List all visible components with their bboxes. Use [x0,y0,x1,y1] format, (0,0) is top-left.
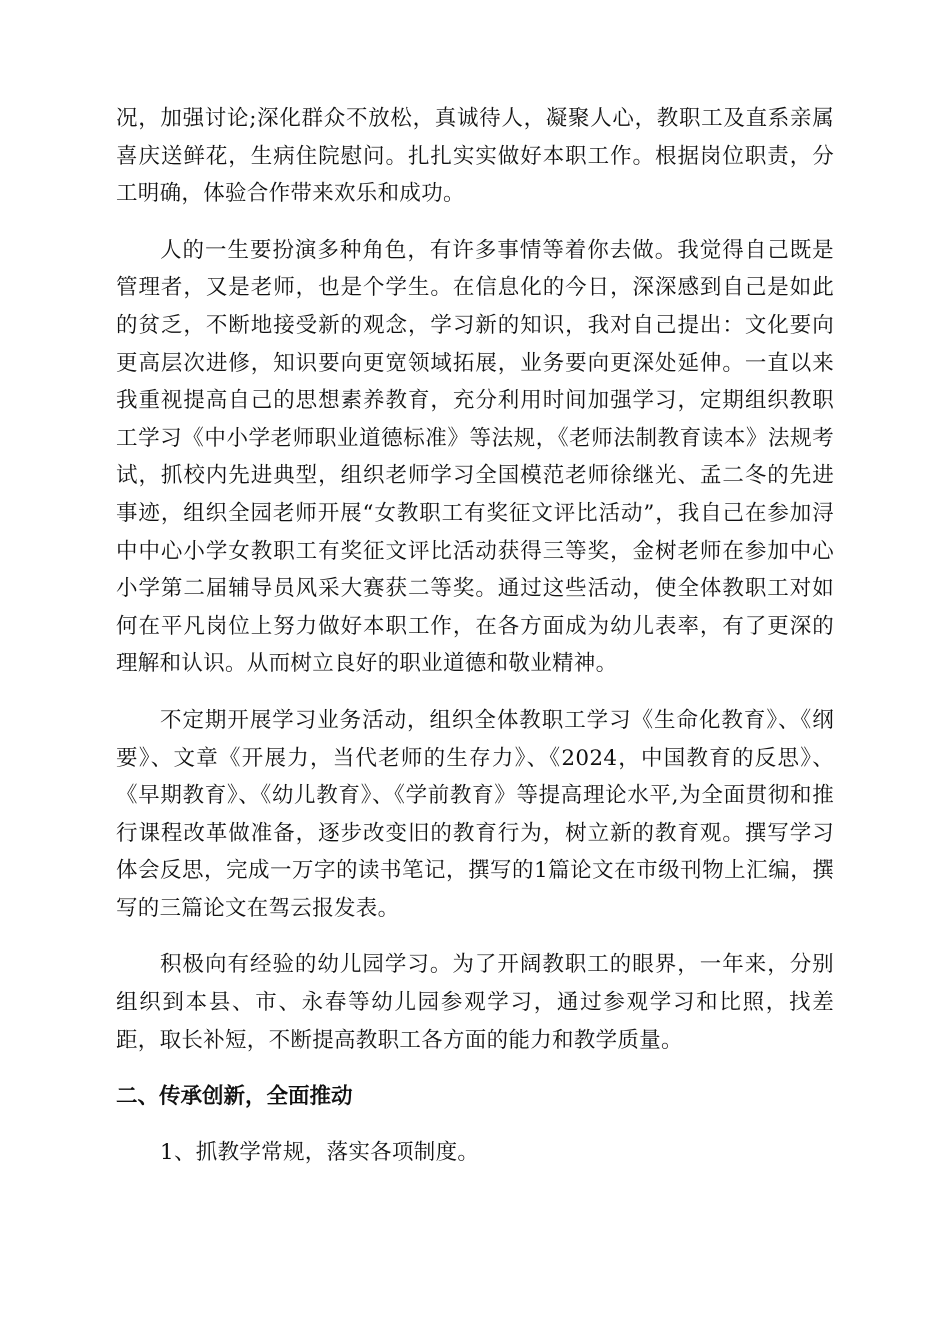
sub-item: 1、抓教学常规，落实各项制度。 [160,1139,480,1165]
document-page [116,100,834,1190]
paragraph-visits: 积极向有经验的幼儿园学习。为了开阔教职工的眼界，一年来，分别组织到本县、市、永春等幼儿园参观学习，通过参观学习和比照，找差距，取长补短，不断提高教职工各方面的能力和教学质量。 [116,952,834,1053]
paragraph-continuation: 况，加强讨论;深化群众不放松，真诚待人，凝聚人心，教职工及直系亲属喜庆送鲜花，生病住院慰问。扎扎实实做好本职工作。根据岗位职责，分工明确，体验合作带来欢乐和成功。 [116,106,834,207]
paragraph-roles: 人的一生要扮演多种角色，有许多事情等着你去做。我觉得自己既是管理者，又是老师，也是个学生。在信息化的今日，深深感到自己是如此的贫乏，不断地接受新的观念，学习新的知识，我对自己提出：文化要向更高层次进修，知识要向更宽领域拓展，业务要向更深处延伸。一直以来我重视提高自己的思想素养教育，充分利用时间加强学习，定期组织教职工学习《中小学老师职业道德标准》等法规，《老师法制教育读本》法规考试，抓校内先进典型，组织老师学习全国模范老师徐继光、孟二冬的先进事迹，组织全园老师开展“女教职工有奖征文评比活动”，我自己在参加浔中中心小学女教职工有奖征文评比活动获得三等奖，金树老师在参加中心小学第二届辅导员风采大赛获二等奖。通过这些活动，使全体教职工对如何在平凡岗位上努力做好本职工作，在各方面成为幼儿表率，有了更深的理解和认识。从而树立良好的职业道德和敬业精神。 [116,237,834,677]
paragraph-study-activities: 不定期开展学习业务活动，组织全体教职工学习《生命化教育》、《纲要》、文章《开展力，当代老师的生存力》、《2024，中国教育的反思》、《早期教育》、《幼儿教育》、《学前教育》等提高理论水平,为全面贯彻和推行课程改革做准备，逐步改变旧的教育行为，树立新的教育观。撰写学习体会反思，完成一万字的读书笔记，撰写的1篇论文在市级刊物上汇编，撰写的三篇论文在驾云报发表。 [116,707,834,921]
section-heading: 二、传承创新，全面推动 [116,1084,353,1110]
